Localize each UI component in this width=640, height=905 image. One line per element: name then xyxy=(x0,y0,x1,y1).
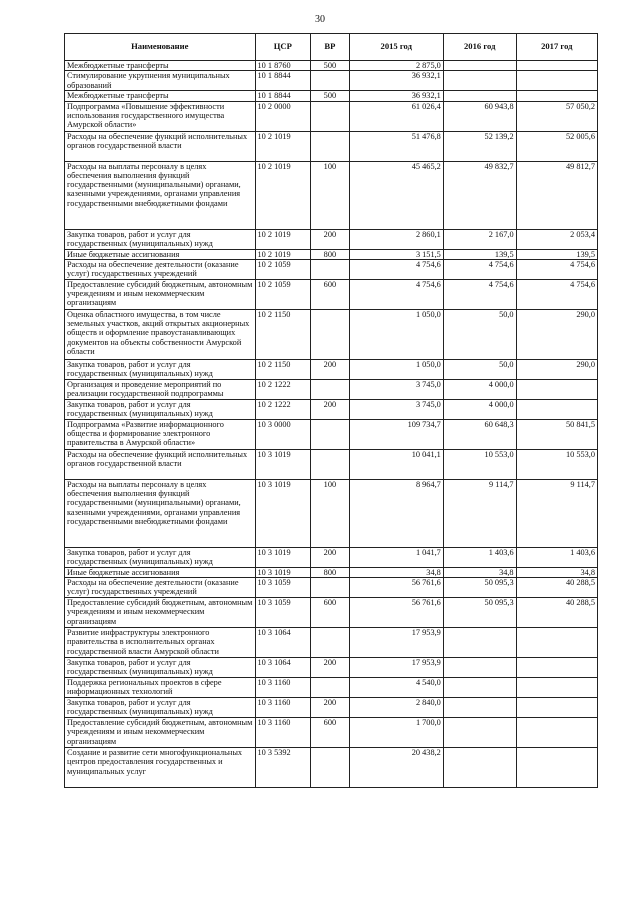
cell-2015: 2 840,0 xyxy=(349,698,443,718)
cell-csr: 10 2 1222 xyxy=(255,379,311,399)
cell-2016 xyxy=(443,748,516,788)
cell-2017: 50 841,5 xyxy=(516,419,597,449)
cell-vr: 500 xyxy=(311,91,350,101)
cell-2017: 34,8 xyxy=(516,567,597,577)
cell-name: Иные бюджетные ассигнования xyxy=(65,567,256,577)
cell-csr: 10 1 8844 xyxy=(255,91,311,101)
table-header-row xyxy=(65,34,598,61)
cell-2015: 109 734,7 xyxy=(349,419,443,449)
cell-2016: 50,0 xyxy=(443,359,516,379)
cell-csr: 10 3 1019 xyxy=(255,449,311,479)
cell-2015: 10 041,1 xyxy=(349,449,443,479)
table-row xyxy=(65,628,598,658)
cell-2016 xyxy=(443,678,516,698)
cell-name: Организация и проведение мероприятий по реализации государственной подпрограммы xyxy=(65,379,256,399)
cell-csr: 10 2 1019 xyxy=(255,229,311,249)
cell-vr: 100 xyxy=(311,479,350,547)
header-vr: ВР xyxy=(311,34,350,61)
cell-vr: 200 xyxy=(311,547,350,567)
cell-csr: 10 3 1064 xyxy=(255,628,311,658)
cell-2015: 17 953,9 xyxy=(349,628,443,658)
cell-csr: 10 2 1150 xyxy=(255,359,311,379)
cell-vr xyxy=(311,748,350,788)
cell-2017: 290,0 xyxy=(516,309,597,359)
header-2017: 2017 год xyxy=(516,34,597,61)
cell-name: Расходы на выплаты персоналу в целях обеспечения выполнения функций государственными (муниципальными) органами, казенными учреждениями, органами управления государственными внебюджетными фондами xyxy=(65,479,256,547)
cell-2016 xyxy=(443,91,516,101)
cell-2015: 1 041,7 xyxy=(349,547,443,567)
cell-2015: 45 465,2 xyxy=(349,161,443,229)
cell-2015: 8 964,7 xyxy=(349,479,443,547)
cell-2016: 60 943,8 xyxy=(443,101,516,131)
cell-2016 xyxy=(443,628,516,658)
table-body xyxy=(65,61,598,788)
cell-2017: 49 812,7 xyxy=(516,161,597,229)
header-2016: 2016 год xyxy=(443,34,516,61)
table-row xyxy=(65,309,598,359)
cell-name: Расходы на обеспечение функций исполнительных органов государственной власти xyxy=(65,131,256,161)
cell-2017 xyxy=(516,61,597,71)
table-row xyxy=(65,91,598,101)
cell-name: Развитие инфраструктуры электронного правительства в исполнительных органах государственной власти Амурской области xyxy=(65,628,256,658)
cell-2016: 60 648,3 xyxy=(443,419,516,449)
cell-2017: 9 114,7 xyxy=(516,479,597,547)
cell-vr: 800 xyxy=(311,249,350,259)
table-row xyxy=(65,61,598,71)
cell-name: Предоставление субсидий бюджетным, автономным учреждениям и иным некоммерческим организациям xyxy=(65,279,256,309)
cell-2017 xyxy=(516,718,597,748)
table-row xyxy=(65,748,598,788)
cell-2016: 4 754,6 xyxy=(443,259,516,279)
cell-2015: 1 050,0 xyxy=(349,359,443,379)
cell-2015: 2 875,0 xyxy=(349,61,443,71)
table-row xyxy=(65,678,598,698)
cell-vr: 600 xyxy=(311,598,350,628)
table-row xyxy=(65,399,598,419)
cell-vr xyxy=(311,309,350,359)
cell-2015: 61 026,4 xyxy=(349,101,443,131)
cell-name: Подпрограмма «Развитие информационного общества и формирование электронного правительства в Амурской области» xyxy=(65,419,256,449)
cell-2017: 40 288,5 xyxy=(516,598,597,628)
cell-csr: 10 1 8844 xyxy=(255,71,311,91)
cell-csr: 10 3 0000 xyxy=(255,419,311,449)
table-row xyxy=(65,259,598,279)
cell-vr: 200 xyxy=(311,229,350,249)
header-name: Наименование xyxy=(65,34,256,61)
table-row xyxy=(65,161,598,229)
page-number: 30 xyxy=(315,14,325,25)
table-row xyxy=(65,449,598,479)
cell-name: Межбюджетные трансферты xyxy=(65,91,256,101)
cell-vr xyxy=(311,131,350,161)
cell-name: Закупка товаров, работ и услуг для государственных (муниципальных) нужд xyxy=(65,547,256,567)
cell-2016: 10 553,0 xyxy=(443,449,516,479)
cell-vr: 800 xyxy=(311,567,350,577)
cell-2017: 57 050,2 xyxy=(516,101,597,131)
cell-vr xyxy=(311,71,350,91)
cell-csr: 10 3 5392 xyxy=(255,748,311,788)
cell-2015: 1 050,0 xyxy=(349,309,443,359)
cell-2016 xyxy=(443,718,516,748)
cell-2017: 10 553,0 xyxy=(516,449,597,479)
cell-vr xyxy=(311,578,350,598)
cell-2017 xyxy=(516,379,597,399)
cell-name: Иные бюджетные ассигнования xyxy=(65,249,256,259)
cell-2016: 50 095,3 xyxy=(443,578,516,598)
cell-2016: 1 403,6 xyxy=(443,547,516,567)
cell-2015: 34,8 xyxy=(349,567,443,577)
cell-name: Расходы на обеспечение функций исполнительных органов государственной власти xyxy=(65,449,256,479)
cell-name: Предоставление субсидий бюджетным, автономным учреждениям и иным некоммерческим организациям xyxy=(65,598,256,628)
table-row xyxy=(65,598,598,628)
cell-vr xyxy=(311,379,350,399)
cell-2017 xyxy=(516,698,597,718)
cell-vr xyxy=(311,101,350,131)
cell-2016: 4 000,0 xyxy=(443,399,516,419)
cell-csr: 10 2 1019 xyxy=(255,131,311,161)
table-row xyxy=(65,279,598,309)
table-row xyxy=(65,249,598,259)
table-row xyxy=(65,578,598,598)
cell-csr: 10 3 1019 xyxy=(255,547,311,567)
cell-name: Закупка товаров, работ и услуг для государственных (муниципальных) нужд xyxy=(65,658,256,678)
cell-2015: 3 745,0 xyxy=(349,379,443,399)
cell-2016: 34,8 xyxy=(443,567,516,577)
table-row xyxy=(65,567,598,577)
cell-vr xyxy=(311,628,350,658)
cell-name: Закупка товаров, работ и услуг для государственных (муниципальных) нужд xyxy=(65,399,256,419)
cell-name: Подпрограмма «Повышение эффективности использования государственного имущества Амурской области» xyxy=(65,101,256,131)
cell-vr: 600 xyxy=(311,279,350,309)
cell-2015: 1 700,0 xyxy=(349,718,443,748)
cell-vr xyxy=(311,678,350,698)
cell-2017: 4 754,6 xyxy=(516,279,597,309)
cell-2017 xyxy=(516,628,597,658)
budget-table xyxy=(64,33,598,788)
cell-2016: 50,0 xyxy=(443,309,516,359)
cell-2015: 36 932,1 xyxy=(349,71,443,91)
cell-2017: 4 754,6 xyxy=(516,259,597,279)
cell-csr: 10 3 1160 xyxy=(255,678,311,698)
cell-csr: 10 2 1019 xyxy=(255,249,311,259)
cell-vr: 200 xyxy=(311,399,350,419)
cell-name: Создание и развитие сети многофункциональных центров предоставления государственных и муниципальных услуг xyxy=(65,748,256,788)
cell-vr: 100 xyxy=(311,161,350,229)
cell-2016: 49 832,7 xyxy=(443,161,516,229)
cell-2015: 4 754,6 xyxy=(349,259,443,279)
header-csr: ЦСР xyxy=(255,34,311,61)
cell-2016 xyxy=(443,71,516,91)
cell-2015: 4 540,0 xyxy=(349,678,443,698)
cell-vr: 200 xyxy=(311,359,350,379)
cell-csr: 10 2 0000 xyxy=(255,101,311,131)
cell-name: Закупка товаров, работ и услуг для государственных (муниципальных) нужд xyxy=(65,359,256,379)
cell-2017 xyxy=(516,71,597,91)
cell-csr: 10 3 1019 xyxy=(255,479,311,547)
cell-2015: 17 953,9 xyxy=(349,658,443,678)
table-row xyxy=(65,101,598,131)
cell-2016 xyxy=(443,698,516,718)
cell-2015: 3 151,5 xyxy=(349,249,443,259)
cell-csr: 10 2 1222 xyxy=(255,399,311,419)
table-row xyxy=(65,479,598,547)
cell-2016: 2 167,0 xyxy=(443,229,516,249)
cell-vr xyxy=(311,449,350,479)
cell-2017 xyxy=(516,678,597,698)
cell-2016 xyxy=(443,658,516,678)
cell-2017 xyxy=(516,399,597,419)
cell-2017: 1 403,6 xyxy=(516,547,597,567)
table-row xyxy=(65,547,598,567)
cell-csr: 10 2 1059 xyxy=(255,279,311,309)
cell-2017: 2 053,4 xyxy=(516,229,597,249)
cell-2017 xyxy=(516,748,597,788)
cell-vr: 600 xyxy=(311,718,350,748)
cell-name: Оценка областного имущества, в том числе земельных участков, акций открытых акционерных обществ и оформление правоустанавливающих документов на объекты собственности Амурской области xyxy=(65,309,256,359)
table-row xyxy=(65,658,598,678)
cell-2015: 4 754,6 xyxy=(349,279,443,309)
cell-name: Закупка товаров, работ и услуг для государственных (муниципальных) нужд xyxy=(65,698,256,718)
cell-name: Расходы на выплаты персоналу в целях обеспечения выполнения функций государственными (муниципальными) органами, казенными учреждениями, органами управления государственными внебюджетными фондами xyxy=(65,161,256,229)
cell-name: Закупка товаров, работ и услуг для государственных (муниципальных) нужд xyxy=(65,229,256,249)
cell-2017 xyxy=(516,658,597,678)
cell-2016: 50 095,3 xyxy=(443,598,516,628)
table-row xyxy=(65,131,598,161)
cell-2015: 2 860,1 xyxy=(349,229,443,249)
cell-vr: 200 xyxy=(311,698,350,718)
table-row xyxy=(65,718,598,748)
cell-name: Поддержка региональных проектов в сфере информационных технологий xyxy=(65,678,256,698)
cell-2017: 52 005,6 xyxy=(516,131,597,161)
cell-2015: 20 438,2 xyxy=(349,748,443,788)
table-row xyxy=(65,419,598,449)
cell-2017 xyxy=(516,91,597,101)
cell-2015: 3 745,0 xyxy=(349,399,443,419)
cell-vr: 500 xyxy=(311,61,350,71)
cell-csr: 10 3 1160 xyxy=(255,718,311,748)
cell-name: Межбюджетные трансферты xyxy=(65,61,256,71)
header-2015: 2015 год xyxy=(349,34,443,61)
cell-2016: 52 139,2 xyxy=(443,131,516,161)
cell-2015: 56 761,6 xyxy=(349,598,443,628)
cell-2016: 9 114,7 xyxy=(443,479,516,547)
cell-2017: 290,0 xyxy=(516,359,597,379)
cell-csr: 10 3 1064 xyxy=(255,658,311,678)
cell-name: Расходы на обеспечение деятельности (оказание услуг) государственных учреждений xyxy=(65,259,256,279)
cell-csr: 10 3 1059 xyxy=(255,598,311,628)
table-row xyxy=(65,698,598,718)
cell-csr: 10 1 8760 xyxy=(255,61,311,71)
cell-csr: 10 2 1019 xyxy=(255,161,311,229)
cell-2016 xyxy=(443,61,516,71)
table-row xyxy=(65,379,598,399)
cell-csr: 10 2 1059 xyxy=(255,259,311,279)
cell-csr: 10 3 1059 xyxy=(255,578,311,598)
cell-name: Стимулирование укрупнения муниципальных образований xyxy=(65,71,256,91)
cell-2015: 36 932,1 xyxy=(349,91,443,101)
table-row xyxy=(65,229,598,249)
cell-csr: 10 3 1019 xyxy=(255,567,311,577)
cell-csr: 10 2 1150 xyxy=(255,309,311,359)
cell-2016: 139,5 xyxy=(443,249,516,259)
cell-name: Предоставление субсидий бюджетным, автономным учреждениям и иным некоммерческим организациям xyxy=(65,718,256,748)
cell-2016: 4 754,6 xyxy=(443,279,516,309)
table-row xyxy=(65,71,598,91)
cell-csr: 10 3 1160 xyxy=(255,698,311,718)
cell-2015: 56 761,6 xyxy=(349,578,443,598)
cell-vr: 200 xyxy=(311,658,350,678)
cell-2016: 4 000,0 xyxy=(443,379,516,399)
cell-2017: 40 288,5 xyxy=(516,578,597,598)
cell-2017: 139,5 xyxy=(516,249,597,259)
cell-name: Расходы на обеспечение деятельности (оказание услуг) государственных учреждений xyxy=(65,578,256,598)
table-row xyxy=(65,359,598,379)
cell-2015: 51 476,8 xyxy=(349,131,443,161)
cell-vr xyxy=(311,419,350,449)
cell-vr xyxy=(311,259,350,279)
